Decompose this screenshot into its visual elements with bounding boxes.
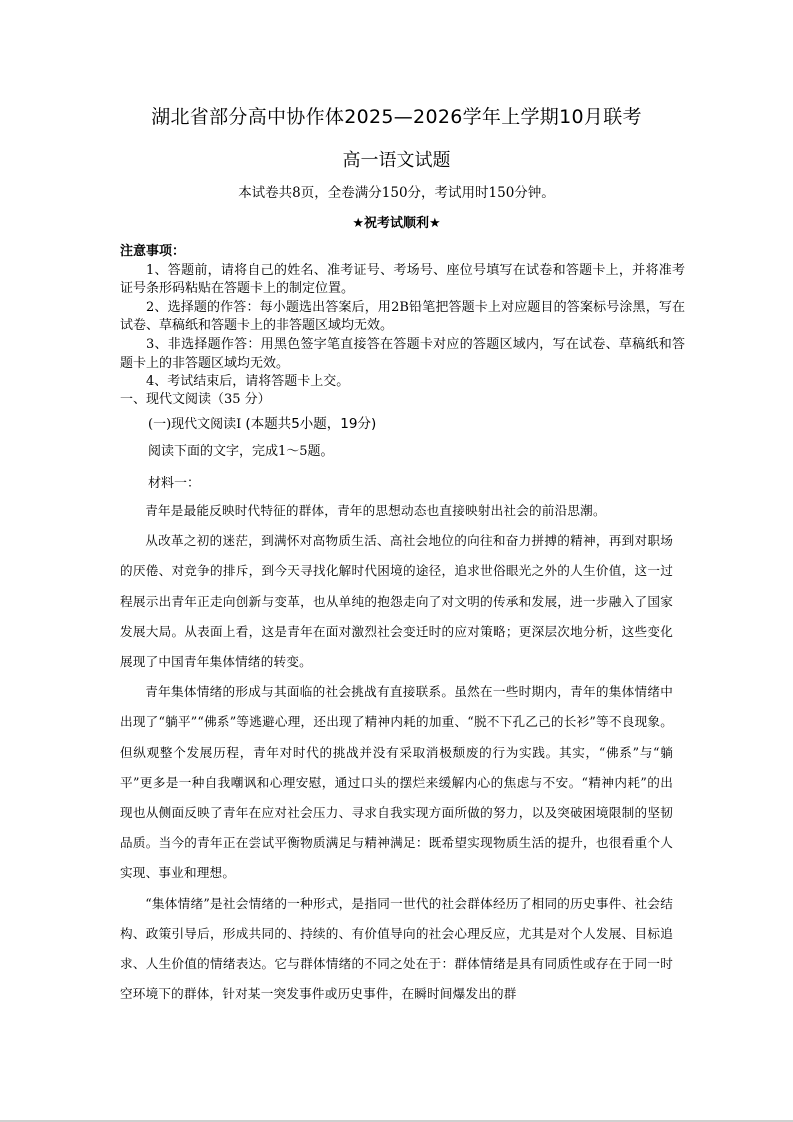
passage-paragraph: “集体情绪”是社会情绪的一种形式，是指同一世代的社会群体经历了相同的历史事件、社会结构、政策引导后，形成共同的、持续的、有价值导向的社会心理反应，尤其是对个人发展、目标追求、人生价值的情绪表达。它与群体情绪的不同之处在于：群体情绪是具有同质性或存在于同一时空环境下的群体，针对某一突发事件或历史事件，在瞬时间爆发出的群 (120, 895, 673, 1002)
good-luck-line: ★祝考试顺利★ (352, 216, 441, 231)
material-label: 材料一： (148, 476, 201, 491)
passage-paragraph: 青年是最能反映时代特征的群体，青年的思想动态也直接映射出社会的前沿思潮。 (145, 503, 606, 518)
subsection-title (148, 412, 376, 432)
reading-instruction: 阅读下面的文字，完成1～5题。 (148, 444, 334, 459)
exam-title: 湖北省部分高中协作体2025—2026学年上学期10月联考 (151, 106, 642, 128)
note-item: 2、选择题的作答：每小题选出答案后，用2B铅笔把答题卡上对应题目的答案标号涂黑，写在试卷、草稿纸和答题卡上的非答题区域均无效。 (120, 299, 685, 334)
subject-title: 高一语文试题 (342, 150, 451, 171)
note-item: 1、答题前，请将自己的姓名、准考证号、考场号、座位号填写在试卷和答题卡上，并将准考证号条形码粘贴在答题卡上的制定位置。 (120, 262, 685, 297)
subsection-score: (本题共5小题，19分) (245, 416, 377, 432)
passage-body (120, 496, 673, 1009)
passage-paragraph: 从改革之初的迷茫，到满怀对高物质生活、高社会地位的向往和奋力拼搏的精神，再到对职场的厌倦、对竞争的排斥，到今天寻找化解时代困境的途径，追求世俗眼光之外的人生价值，这一过程展示出青年正走向创新与变革，也从单纯的抱怨走向了对文明的传承和发展，进一步融入了国家发展大局。从表面上看，这是青年在面对激烈社会变迁时的应对策略；更深层次地分析，这些变化展现了中国青年集体情绪的转变。 (120, 533, 673, 670)
notes-block (120, 243, 685, 392)
exam-info: 本试卷共8页，全卷满分150分，考试用时150分钟。 (238, 185, 555, 201)
notes-heading: 注意事项： (120, 244, 186, 259)
note-item: 4、考试结束后，请将答题卡上交。 (146, 374, 350, 390)
note-item: 3、非选择题作答：用黑色签字笔直接答在答题卡对应的答题区域内，写在试卷、草稿纸和答题卡上的非答题区域均无效。 (120, 336, 685, 371)
passage-paragraph: 青年集体情绪的形成与其面临的社会挑战有直接联系。虽然在一些时期内，青年的集体情绪中出现了“躺平”“佛系”等逃避心理，还出现了精神内耗的加重、“脱不下孔乙己的长衫”等不良现象。但纵观整个发展历程，青年对时代的挑战并没有采取消极颓废的行为实践。其实，“佛系”与“躺平”更多是一种自我嘲讽和心理安慰，通过口头的摆烂来缓解内心的焦虑与不安。“精神内耗”的出现也从侧面反映了青年在应对社会压力、寻求自我实现方面所做的努力，以及突破困境限制的坚韧品质。当今的青年正在尝试平衡物质满足与精神满足：既希望实现物质生活的提升，也很看重个人实现、事业和理想。 (120, 684, 673, 881)
section-title: 一、现代文阅读（35 分） (120, 392, 271, 407)
subsection-prefix: (一)现代文阅读Ⅰ (148, 417, 242, 432)
